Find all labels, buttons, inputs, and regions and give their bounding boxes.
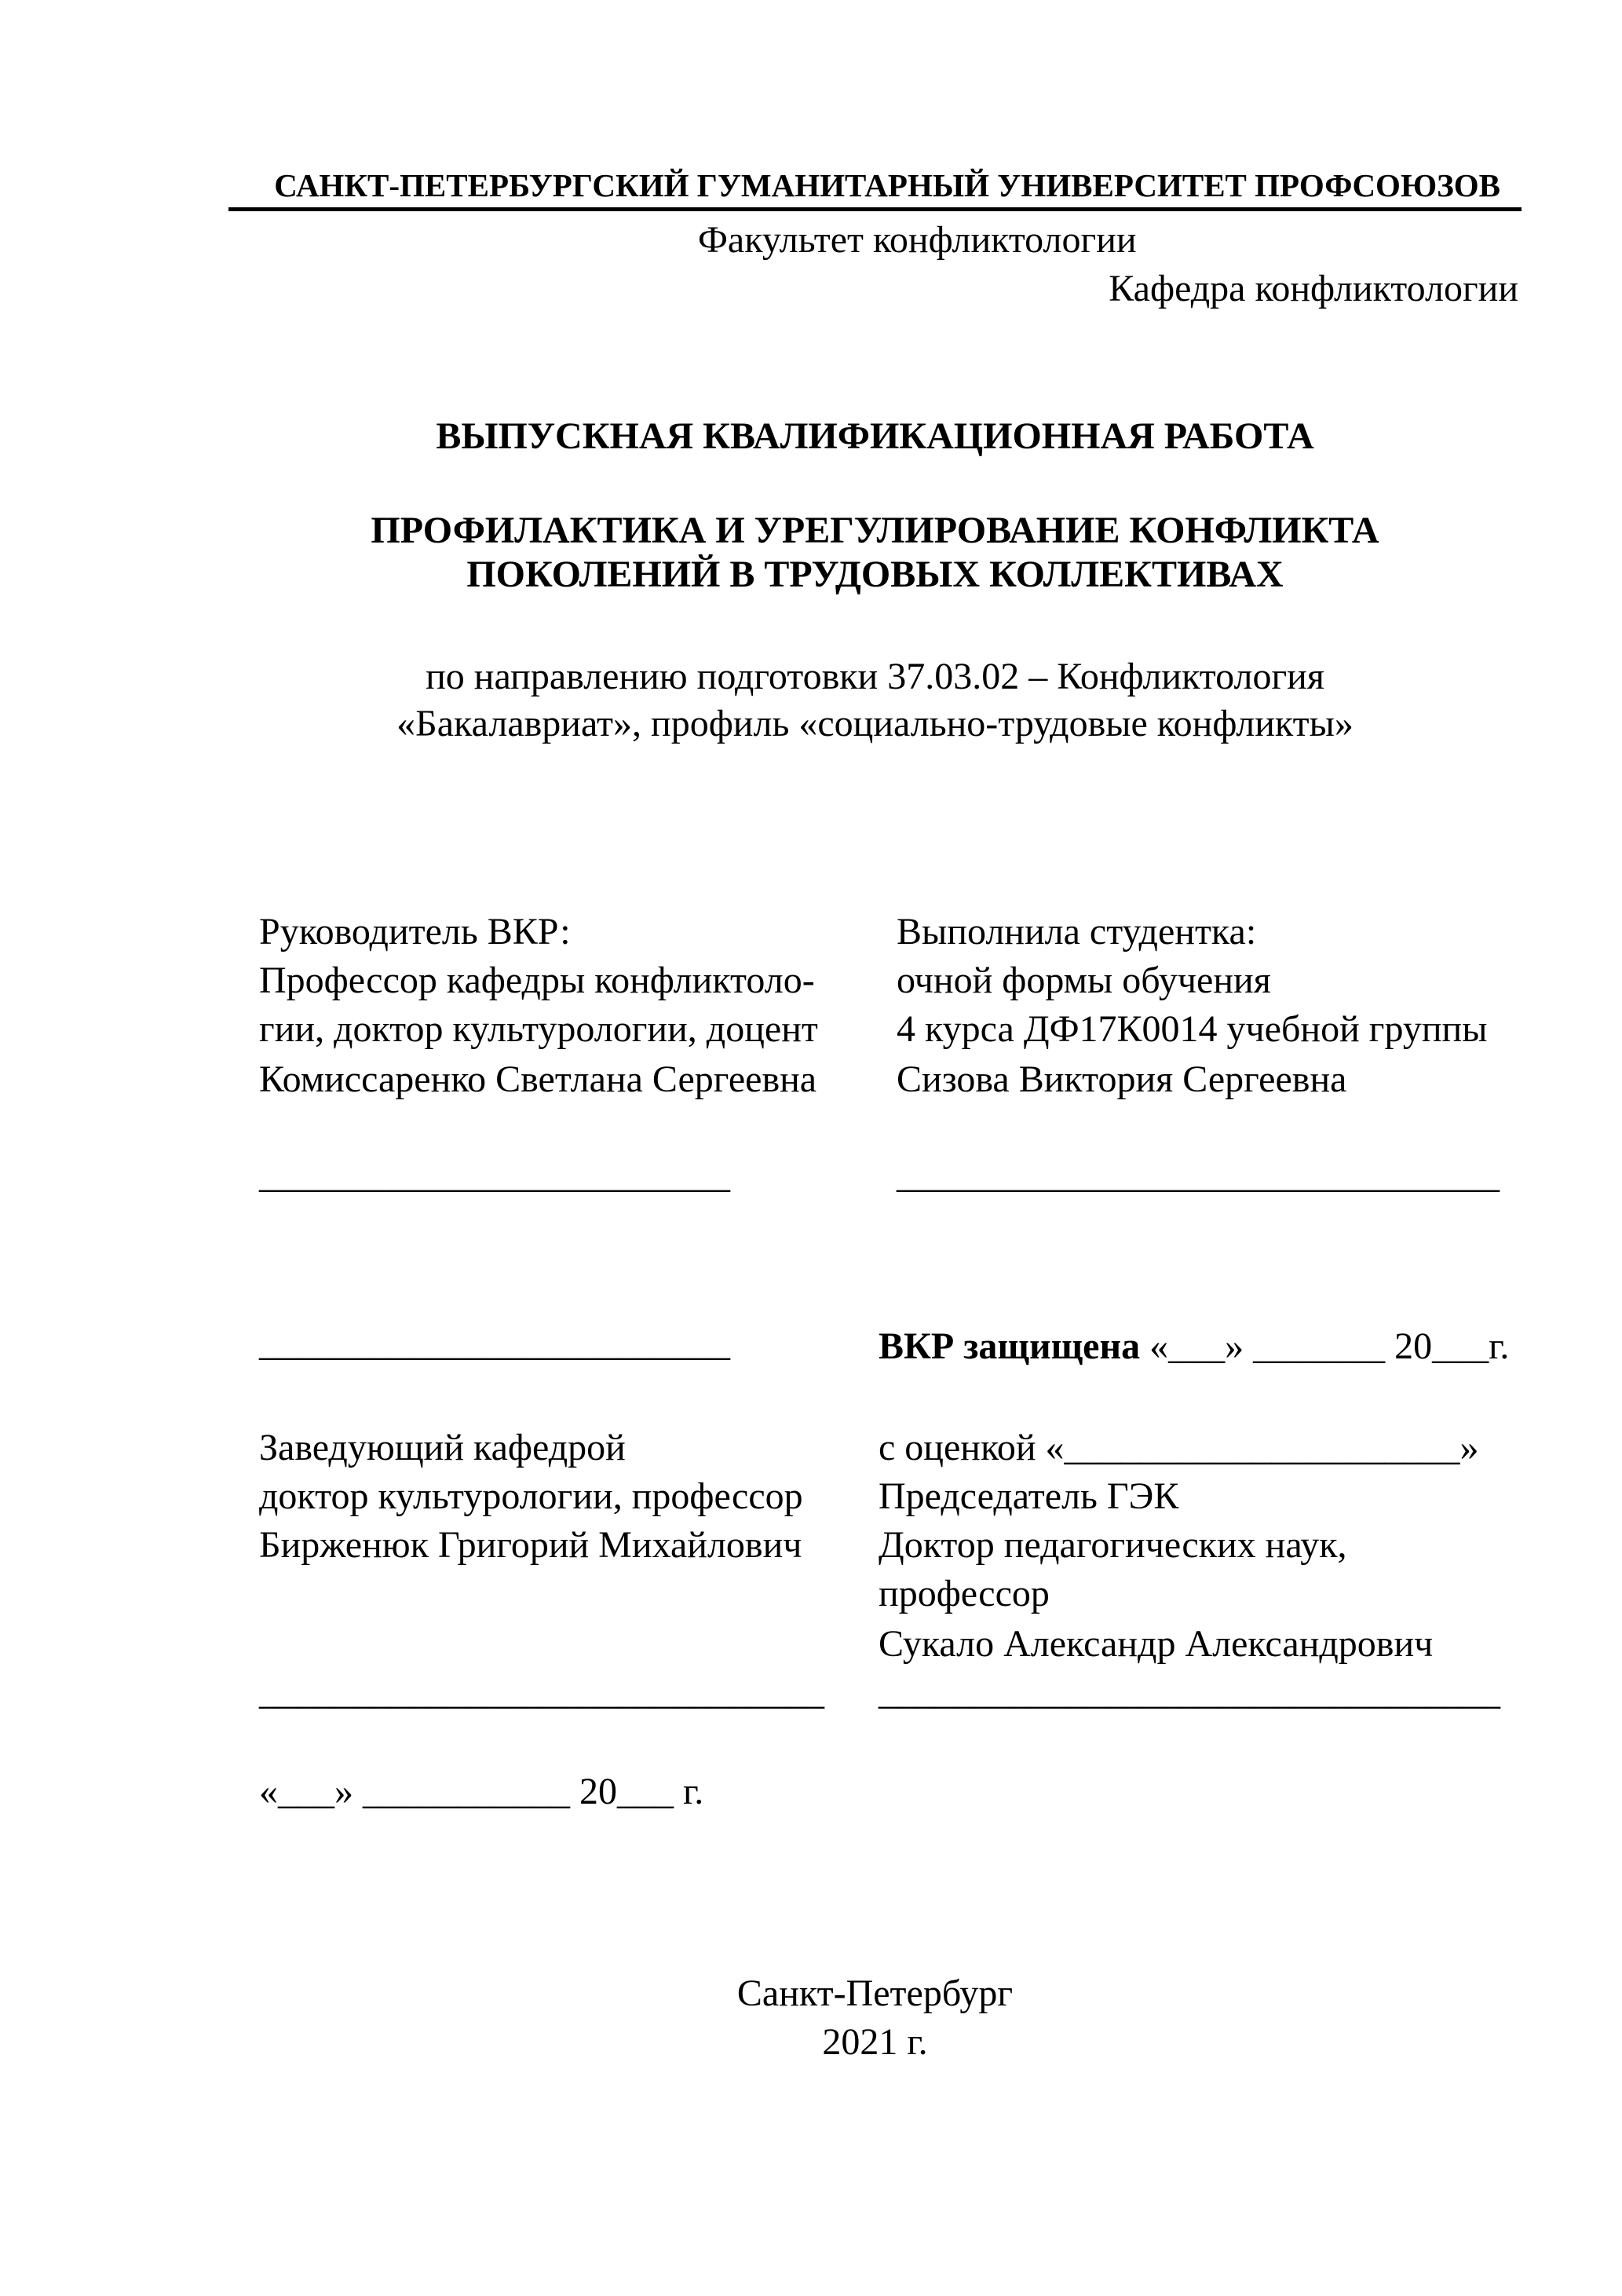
direction-line-2: «Бакалавриат», профиль «социально-трудовые конфликты» [396,703,1353,744]
head-line: Бирженюк Григорий Михайлович [259,1524,802,1566]
department-name: Кафедра конфликтологии [1109,268,1518,309]
topic-line-1: ПРОФИЛАКТИКА И УРЕГУЛИРОВАНИЕ КОНФЛИКТА [371,510,1379,551]
supervisor-signature-line-2: _________________________ [259,1322,730,1364]
supervisor-line: Руководитель ВКР: [259,911,571,952]
defense-label: ВКР защищена [879,1325,1141,1367]
supervisor-signature-line: _________________________ [259,1154,730,1196]
defense-date-line [879,1322,1509,1371]
direction-line-1: по направлению подготовки 37.03.02 – Конфликтология [426,656,1324,697]
work-type-title: ВЫПУСКНАЯ КВАЛИФИКАЦИОННАЯ РАБОТА [436,415,1314,457]
head-date-line: «___» ___________ 20___ г. [259,1771,704,1812]
gek-line: профессор [879,1573,1050,1614]
university-name: САНКТ-ПЕТЕРБУРГСКИЙ ГУМАНИТАРНЫЙ УНИВЕРСИТЕТ ПРОФСОЮЗОВ [274,167,1500,203]
supervisor-line: Комиссаренко Светлана Сергеевна [259,1058,817,1100]
head-line: доктор культурологии, профессор [259,1475,803,1517]
defense-grade: с оценкой «_____________________» [879,1427,1479,1468]
head-signature-line: ______________________________ [259,1671,824,1713]
defense-date: «___» _______ 20___г. [1140,1325,1510,1367]
head-line: Заведующий кафедрой [259,1427,626,1468]
gek-line: Доктор педагогических наук, [879,1524,1347,1566]
supervisor-line: гии, доктор культурологии, доцент [259,1008,818,1050]
gek-line: Сукало Александр Александрович [879,1623,1434,1665]
year: 2021 г. [822,2021,928,2063]
faculty-name: Факультет конфликтологии [698,219,1137,261]
gek-signature-line: _________________________________ [879,1671,1500,1713]
student-line: Выполнила студентка: [897,911,1257,952]
student-line: очной формы обучения [897,960,1271,1001]
student-signature-line: ________________________________ [897,1154,1500,1196]
supervisor-line: Профессор кафедры конфликтоло- [259,960,815,1001]
gek-line: Председатель ГЭК [879,1475,1179,1517]
header-rule [228,207,1522,211]
topic-line-2: ПОКОЛЕНИЙ В ТРУДОВЫХ КОЛЛЕКТИВАХ [466,554,1284,595]
student-line: Сизова Виктория Сергеевна [897,1058,1347,1100]
student-line: 4 курса ДФ17К0014 учебной группы [897,1008,1488,1050]
city: Санкт-Петербург [736,1972,1014,2014]
